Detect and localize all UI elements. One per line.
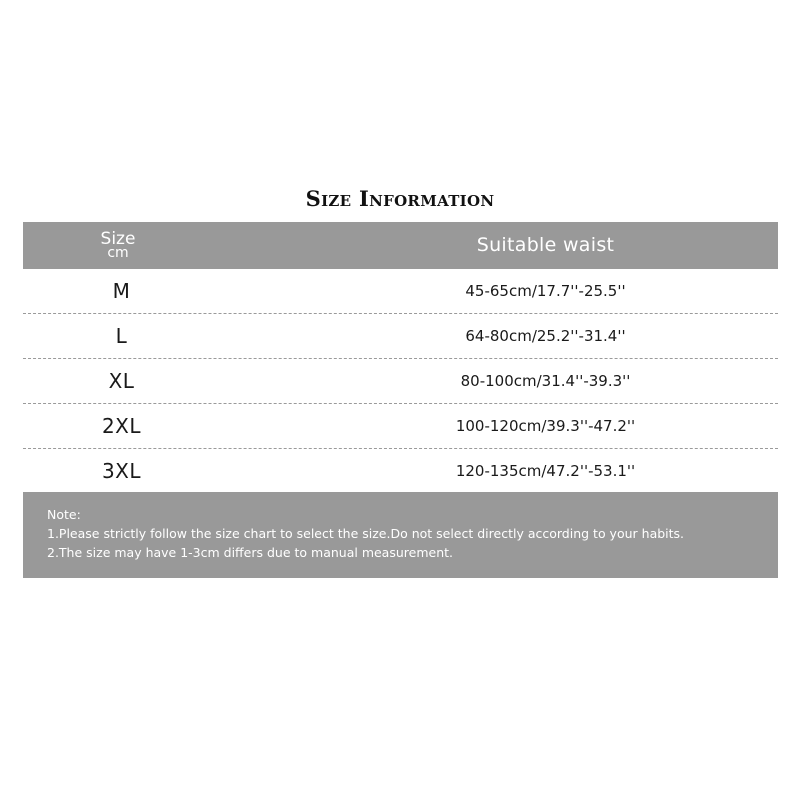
note-line-1: 1.Please strictly follow the size chart to select the size.Do not select directly according to your habits.: [47, 526, 685, 541]
table-row: [23, 359, 778, 404]
note-label: Note:: [47, 507, 81, 522]
page-title: Size Information: [305, 186, 495, 211]
size-table: [23, 222, 778, 493]
table-row: [23, 269, 778, 314]
waist-cell: 64-80cm/25.2''-31.4'': [465, 327, 626, 345]
waist-cell: 80-100cm/31.4''-39.3'': [460, 372, 631, 390]
waist-cell: 120-135cm/47.2''-53.1'': [455, 462, 636, 480]
table-row: [23, 314, 778, 359]
table-row: [23, 404, 778, 449]
waist-cell: 100-120cm/39.3''-47.2'': [455, 417, 636, 435]
table-header: [23, 222, 778, 269]
table-row: [23, 449, 778, 493]
header-size: [23, 229, 213, 261]
size-cell: M: [112, 279, 131, 303]
size-cell: XL: [108, 369, 135, 393]
size-cell: L: [115, 324, 128, 348]
note-box: [23, 492, 778, 578]
size-cell: 2XL: [101, 414, 142, 438]
waist-cell: 45-65cm/17.7''-25.5'': [465, 282, 626, 300]
size-cell: 3XL: [101, 459, 142, 483]
header-size-label: Size: [100, 229, 136, 249]
header-waist: Suitable waist: [476, 234, 615, 256]
header-size-unit: cm: [107, 245, 129, 261]
note-line-2: 2.The size may have 1-3cm differs due to manual measurement.: [47, 545, 453, 560]
